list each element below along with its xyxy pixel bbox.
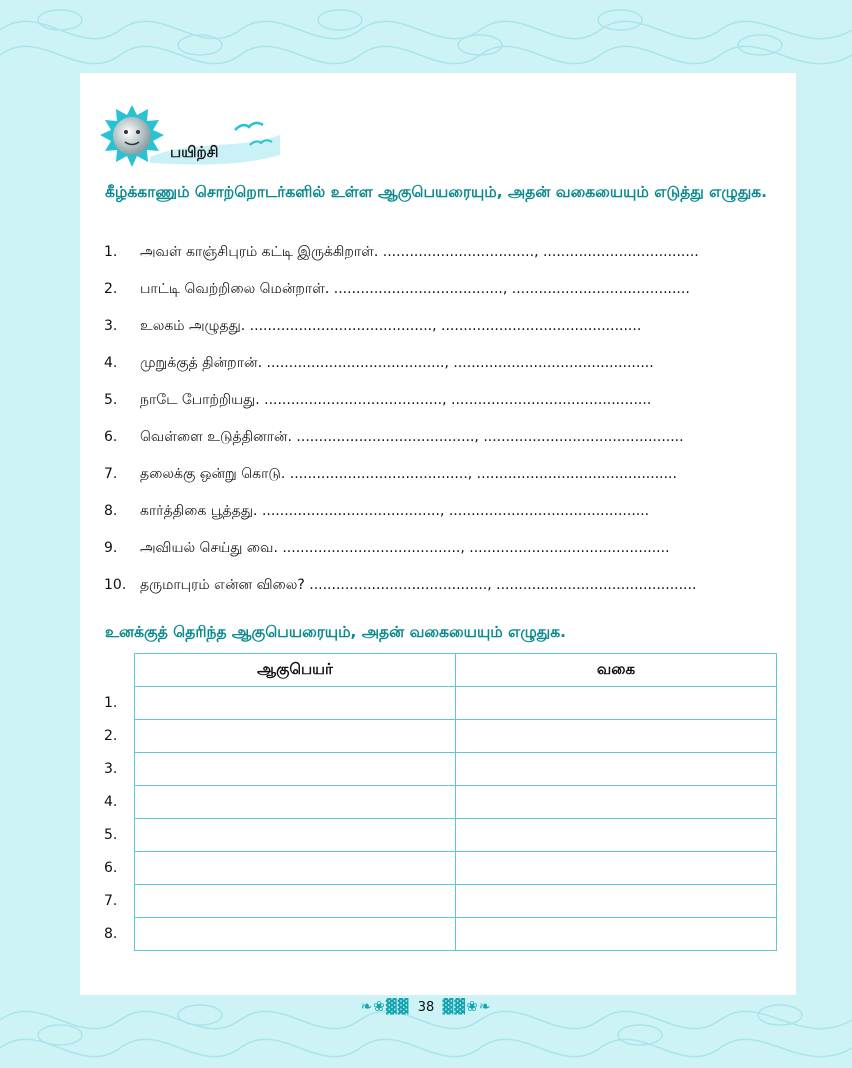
- akupeyar-answer-cell[interactable]: [135, 885, 456, 918]
- akupeyar-answer-cell[interactable]: [135, 819, 456, 852]
- page-number: 38: [417, 1000, 435, 1015]
- question-number: 6.: [104, 429, 118, 445]
- exercise2-instruction: உனக்குத் தெரிந்த ஆகுபெயரையும், அதன் வகையையும் எழுதுக.: [105, 623, 567, 641]
- question-item: [104, 577, 794, 614]
- row-number: 3.: [104, 761, 118, 777]
- question-item: [104, 355, 794, 392]
- row-number-header: [104, 654, 135, 687]
- akupeyar-answer-cell[interactable]: [135, 720, 456, 753]
- table-row: [104, 918, 777, 951]
- table-row: [104, 786, 777, 819]
- vagai-answer-cell[interactable]: [456, 720, 777, 753]
- section-title: பயிற்சி: [170, 143, 219, 161]
- footer-ornament-right-icon: ▓▓❀❧: [442, 999, 492, 1015]
- question-number: 5.: [104, 392, 118, 408]
- row-number: 1.: [104, 695, 118, 711]
- table-row: [104, 720, 777, 753]
- question-text: முறுக்குத் தின்றான். ........................................, .............................................: [140, 355, 654, 371]
- table-header-row: [104, 654, 777, 687]
- question-text: அவியல் செய்து வை. ........................................, .............................................: [140, 540, 670, 556]
- question-text: உலகம் அழுதது. ........................................., .............................................: [140, 318, 642, 334]
- table-row: [104, 852, 777, 885]
- page-footer: [0, 999, 852, 1015]
- question-text: நாடே போற்றியது. ........................................, .............................................: [140, 392, 652, 408]
- question-item: [104, 429, 794, 466]
- question-number: 8.: [104, 503, 118, 519]
- question-item: [104, 540, 794, 577]
- table-row: [104, 687, 777, 720]
- question-text: அவள் காஞ்சிபுரம் கட்டி இருக்கிறாள். .................................., ...................................: [140, 244, 699, 260]
- akupeyar-answer-cell[interactable]: [135, 918, 456, 951]
- vagai-answer-cell[interactable]: [456, 819, 777, 852]
- question-text: வெள்ளை உடுத்தினான். ........................................, .............................................: [140, 429, 684, 445]
- question-number: 2.: [104, 281, 118, 297]
- answer-table: [104, 653, 777, 951]
- question-item: [104, 318, 794, 355]
- vagai-answer-cell[interactable]: [456, 687, 777, 720]
- row-number: 7.: [104, 893, 118, 909]
- footer-ornament-left-icon: ❧❀▓▓: [360, 999, 410, 1015]
- vagai-answer-cell[interactable]: [456, 786, 777, 819]
- question-list: [104, 244, 794, 614]
- question-number: 3.: [104, 318, 118, 334]
- row-number: 5.: [104, 827, 118, 843]
- table-row: [104, 885, 777, 918]
- question-number: 4.: [104, 355, 118, 371]
- row-number: 8.: [104, 926, 118, 942]
- question-number: 10.: [104, 577, 127, 593]
- column-header-akupeyar: ஆகுபெயர்: [135, 654, 456, 687]
- question-text: தலைக்கு ஒன்று கொடு. ........................................, .............................................: [140, 466, 677, 482]
- table-row: [104, 819, 777, 852]
- akupeyar-answer-cell[interactable]: [135, 687, 456, 720]
- row-number: 2.: [104, 728, 118, 744]
- question-text: கார்த்திகை பூத்தது. ........................................, .............................................: [140, 503, 650, 519]
- row-number: 6.: [104, 860, 118, 876]
- question-text: தருமாபுரம் என்ன விலை? ........................................, .............................................: [140, 577, 697, 593]
- question-item: [104, 503, 794, 540]
- vagai-answer-cell[interactable]: [456, 852, 777, 885]
- akupeyar-answer-cell[interactable]: [135, 786, 456, 819]
- question-number: 7.: [104, 466, 118, 482]
- akupeyar-answer-cell[interactable]: [135, 753, 456, 786]
- question-number: 1.: [104, 244, 118, 260]
- question-text: பாட்டி வெற்றிலை மென்றாள். ......................................, ........................................: [140, 281, 690, 297]
- row-number: 4.: [104, 794, 118, 810]
- vagai-answer-cell[interactable]: [456, 753, 777, 786]
- akupeyar-answer-cell[interactable]: [135, 852, 456, 885]
- question-item: [104, 244, 794, 281]
- exercise1-instruction: கீழ்க்காணும் சொற்றொடர்களில் உள்ள ஆகுபெயரையும், அதன் வகையையும் எடுத்து எழுதுக.: [105, 183, 768, 201]
- question-item: [104, 466, 794, 503]
- column-header-vagai: வகை: [456, 654, 777, 687]
- question-item: [104, 392, 794, 429]
- vagai-answer-cell[interactable]: [456, 885, 777, 918]
- vagai-answer-cell[interactable]: [456, 918, 777, 951]
- table-row: [104, 753, 777, 786]
- question-item: [104, 281, 794, 318]
- question-number: 9.: [104, 540, 118, 556]
